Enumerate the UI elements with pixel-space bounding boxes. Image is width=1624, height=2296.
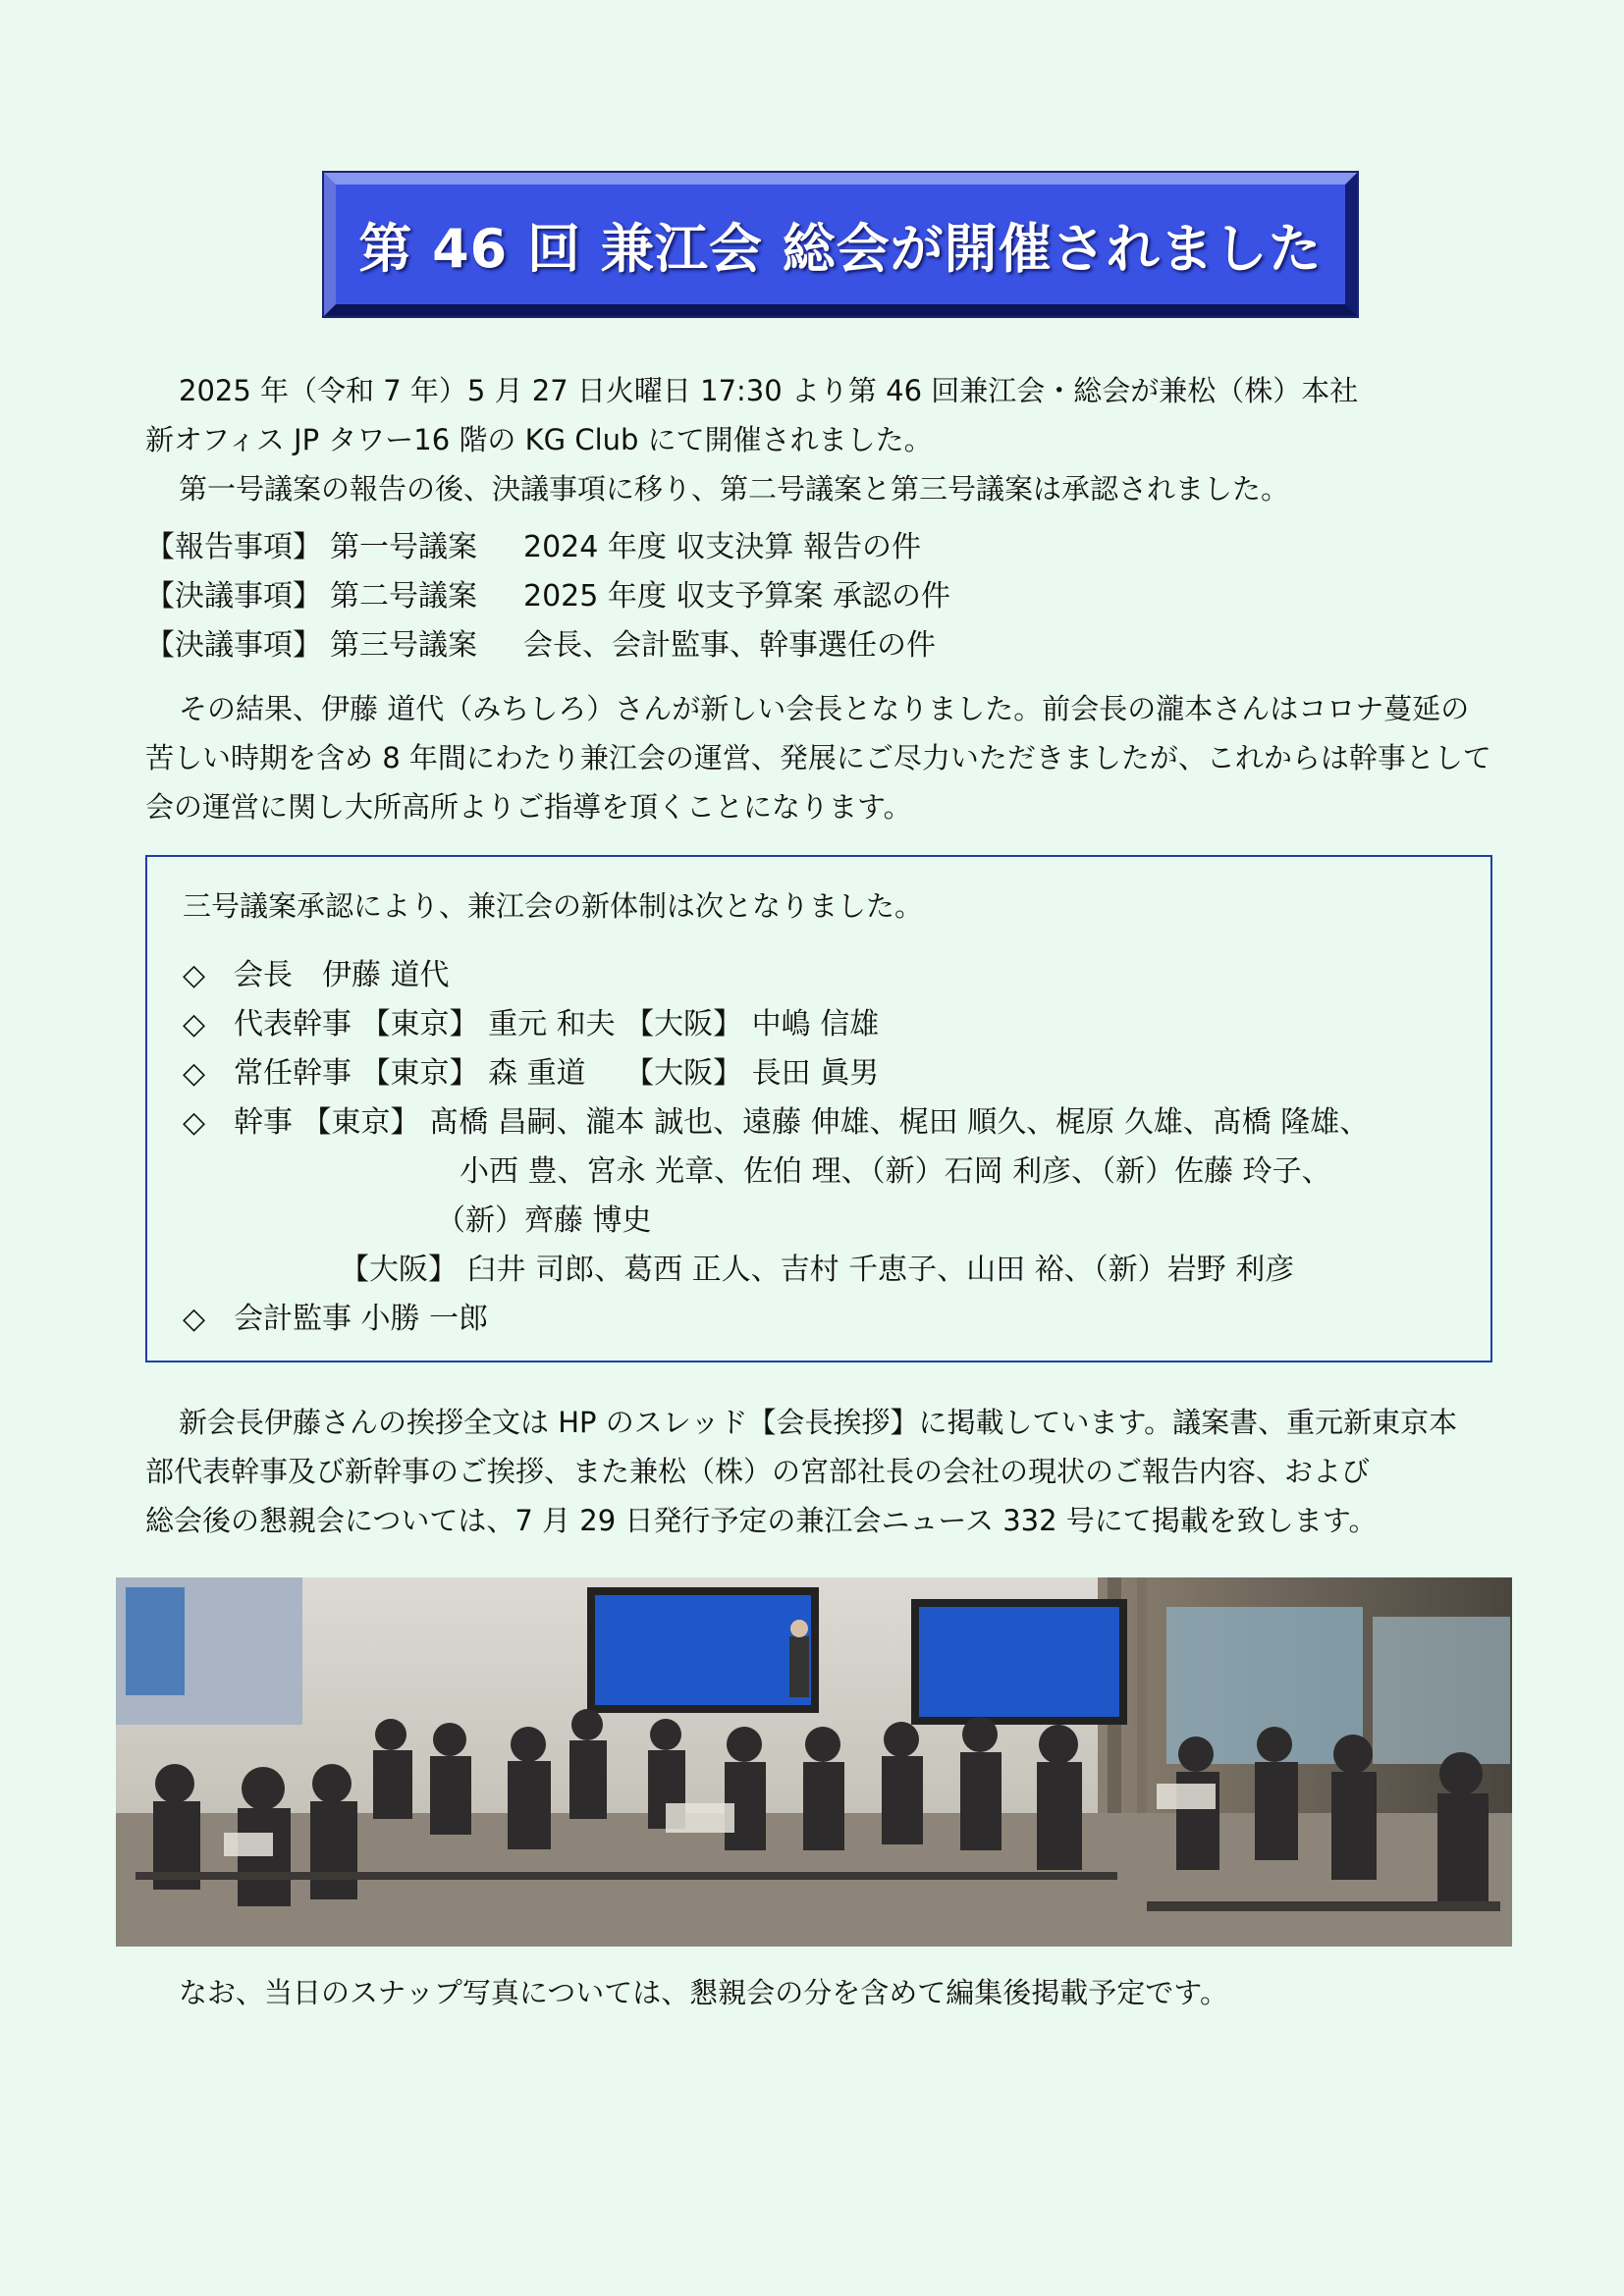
member-text: 常任幹事 【東京】 森 重道 【大阪】 長田 眞男 xyxy=(234,1056,880,1091)
new-structure-box xyxy=(145,855,1492,1362)
followup-line: 部代表幹事及び新幹事のご挨拶、また兼松（株）の宮部社長の会社の現状のご報告内容、および xyxy=(145,1455,1371,1488)
diamond-bullet-icon: ◇ xyxy=(183,1007,206,1041)
member-text: 会計監事 小勝 一郎 xyxy=(234,1302,489,1336)
member-text: 会長 伊藤 道代 xyxy=(234,958,450,992)
meeting-photo xyxy=(116,1577,1512,1947)
agenda-category: 【報告事項】 xyxy=(145,530,322,564)
agenda-number: 第一号議案 xyxy=(330,530,477,564)
structure-intro: 三号議案承認により、兼江会の新体制は次となりました。 xyxy=(183,889,924,923)
intro-paragraph xyxy=(145,366,1481,513)
agenda-item xyxy=(145,621,1422,670)
followup-line: 新会長伊藤さんの挨拶全文は HP のスレッド【会長挨拶】に掲載しています。議案書、重元新東京本 xyxy=(179,1406,1458,1439)
agenda-number: 第二号議案 xyxy=(330,579,477,614)
member-text: 代表幹事 【東京】 重元 和夫 【大阪】 中嶋 信雄 xyxy=(234,1007,880,1041)
closing-note: なお、当日のスナップ写真については、懇親会の分を含めて編集後掲載予定です。 xyxy=(179,1976,1228,2009)
diamond-bullet-icon: ◇ xyxy=(183,1302,206,1336)
agenda-number: 第三号議案 xyxy=(330,628,477,663)
member-continuation: （新）齊藤 博史 xyxy=(436,1203,652,1238)
followup-paragraph xyxy=(145,1398,1481,1545)
member-row xyxy=(183,1000,1369,1049)
member-row xyxy=(183,951,1369,1000)
member-row xyxy=(183,1295,1369,1344)
diamond-bullet-icon: ◇ xyxy=(183,958,206,992)
agenda-list xyxy=(145,523,1422,670)
member-row xyxy=(183,1098,1369,1148)
result-line: その結果、伊藤 道代（みちしろ）さんが新しい会長となりました。前会長の瀧本さんはコロナ蔓延の xyxy=(179,692,1470,725)
agenda-detail: 2024 年度 収支決算 報告の件 xyxy=(523,530,921,564)
page-title: 第 46 回 兼江会 総会が開催されました xyxy=(358,217,1323,280)
followup-line: 総会後の懇親会については、7 月 29 日発行予定の兼江会ニュース 332 号にて掲載を致します。 xyxy=(145,1504,1378,1537)
agenda-detail: 2025 年度 収支予算案 承認の件 xyxy=(523,579,950,614)
intro-line: 第一号議案の報告の後、決議事項に移り、第二号議案と第三号議案は承認されました。 xyxy=(179,472,1290,506)
member-continuation: 小西 豊、宮永 光章、佐伯 理、（新）石岡 利彦、（新）佐藤 玲子、 xyxy=(460,1154,1331,1189)
member-continuation: 【大阪】 臼井 司郎、葛西 正人、吉村 千恵子、山田 裕、（新）岩野 利彦 xyxy=(340,1253,1295,1287)
result-paragraph xyxy=(145,684,1491,831)
intro-line: 新オフィス JP タワー16 階の KG Club にて開催されました。 xyxy=(145,423,933,456)
result-line: 会の運営に関し大所高所よりご指導を頂くことになります。 xyxy=(145,790,912,824)
agenda-category: 【決議事項】 xyxy=(145,579,322,614)
title-banner xyxy=(324,173,1357,316)
member-list xyxy=(183,951,1369,1344)
title-banner-face xyxy=(336,185,1345,304)
result-line: 苦しい時期を含め 8 年間にわたり兼江会の運営、発展にご尽力いただきましたが、これからは幹事として xyxy=(145,741,1491,774)
meeting-photo-illustration xyxy=(116,1577,1512,1947)
diamond-bullet-icon: ◇ xyxy=(183,1105,206,1140)
agenda-item xyxy=(145,523,1422,572)
member-row xyxy=(183,1049,1369,1098)
agenda-category: 【決議事項】 xyxy=(145,628,322,663)
agenda-item xyxy=(145,572,1422,621)
agenda-detail: 会長、会計監事、幹事選任の件 xyxy=(523,628,936,663)
diamond-bullet-icon: ◇ xyxy=(183,1056,206,1091)
intro-line: 2025 年（令和 7 年）5 月 27 日火曜日 17:30 より第 46 回兼江会・総会が兼松（株）本社 xyxy=(179,374,1359,407)
member-text: 幹事 【東京】 髙橋 昌嗣、瀧本 誠也、遠藤 伸雄、梶田 順久、梶原 久雄、髙橋 隆雄、 xyxy=(234,1105,1370,1140)
